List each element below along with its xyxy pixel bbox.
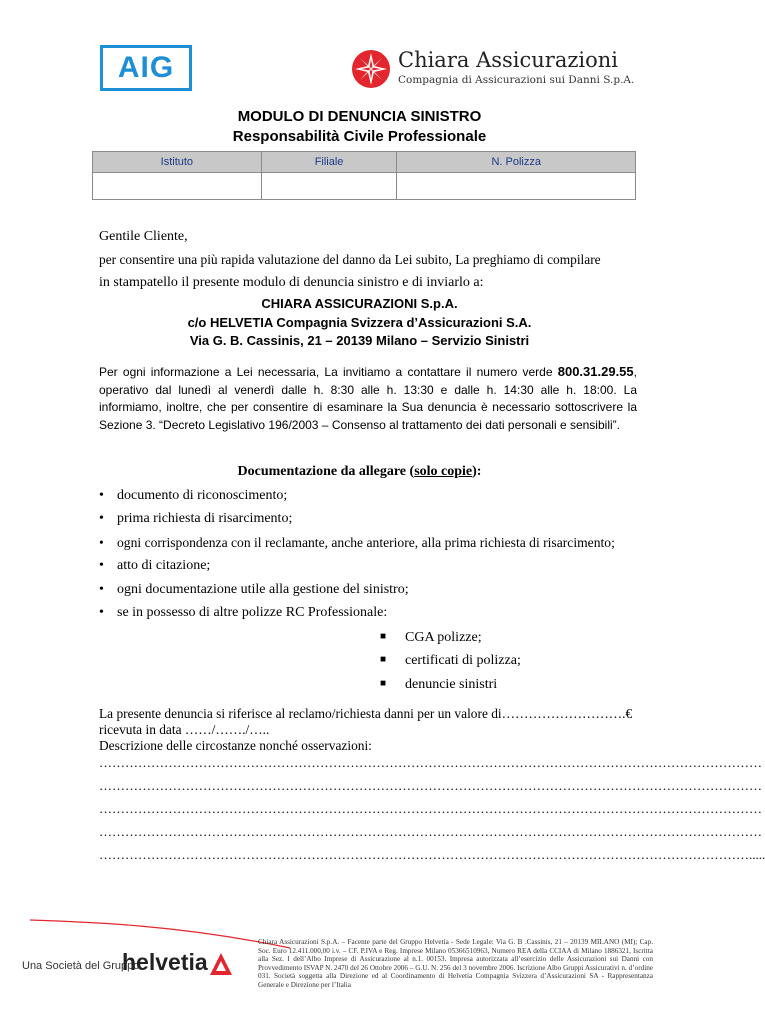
info-text-1: Per ogni informazione a Lei necessaria, La invitiamo a contattare il numero verde: [99, 365, 553, 379]
address-line-3: Via G. B. Cassinis, 21 – 20139 Milano – Servizio Sinistri: [189, 333, 530, 348]
helvetia-logo-text: helvetia: [122, 949, 208, 975]
bullet-icon: •: [99, 558, 104, 573]
list-item: [99, 535, 615, 551]
list-item: [99, 582, 409, 598]
description-line[interactable]: …………………………………………………………………………………………………………………………………….....: [99, 847, 765, 862]
chiara-logo-subtitle: Compagnia di Assicurazioni sui Danni S.p.A.: [398, 74, 635, 86]
description-line[interactable]: ………………………………………………………………………………………………………………………………………: [99, 801, 762, 816]
polizza-field[interactable]: [397, 173, 636, 200]
info-text-2: , operativo dal lunedì al venerdì dalle h. 8:30 alle h. 13:30 e dalle h. 14:30 alle h. 18:00. La informiamo, inoltre, che per consentire di esaminare la Sua denuncia è necessario sottoscrivere la Sezione 3. “Decreto Legislativo 196/2003 – Consenso al trattamento dei dati personali e sensibili”.: [99, 365, 637, 432]
aig-logo-text: AIG: [117, 51, 175, 84]
description-line[interactable]: ………………………………………………………………………………………………………………………………………: [99, 824, 762, 839]
sub-list-item: [380, 677, 497, 693]
address-line-2: c/o HELVETIA Compagnia Svizzera d’Assicurazioni S.A.: [187, 315, 532, 330]
group-label: Una Società del Gruppo: [22, 960, 140, 972]
square-bullet-icon: ■: [380, 678, 387, 689]
square-bullet-icon: ■: [380, 654, 387, 665]
istituto-field[interactable]: [93, 173, 262, 200]
list-item-text: ogni corrispondenza con il reclamante, anche anteriore, alla prima richiesta di risarcimento;: [117, 535, 615, 550]
list-item-text: prima richiesta di risarcimento;: [117, 511, 293, 526]
greeting: Gentile Cliente,: [99, 229, 188, 244]
claim-value-line[interactable]: La presente denuncia si riferisce al reclamo/richiesta danni per un valore di……………………….€: [99, 706, 633, 721]
list-item: [99, 558, 210, 574]
description-line[interactable]: ………………………………………………………………………………………………………………………………………: [99, 778, 762, 793]
bullet-icon: •: [99, 511, 104, 526]
policy-table-header-row: [93, 152, 636, 173]
chiara-logo-name: Chiara Assicurazioni: [398, 48, 619, 72]
header-polizza: N. Polizza: [397, 152, 636, 173]
aig-logo: [100, 45, 192, 91]
bullet-icon: •: [99, 605, 104, 620]
list-item-text: atto di citazione;: [117, 558, 211, 573]
sub-list-item: [380, 630, 482, 646]
intro-line-1: per consentire una più rapida valutazione del danno da Lei subito, La preghiamo di compilare: [99, 252, 601, 267]
policy-table-input-row: [93, 173, 636, 200]
helvetia-logo-icon: [209, 952, 233, 976]
page-title: MODULO DI DENUNCIA SINISTRO: [237, 108, 482, 125]
info-paragraph: [99, 363, 637, 434]
legal-notice: Chiara Assicurazioni S.p.A. – Facente parte del Gruppo Helvetia - Sede Legale: Via G. B .Cassinis, 21 – 20139 MILANO (MI); Cap. Soc. Euro 12.411.000,00 i.v. – CF. P.IVA e Reg. Imprese Milano 05366510963, Numero REA della CCIAA di Milano 1886321, Iscritta alla Sez. I dell’Albo Imprese di Assicurazione al n.1. 00153. Impresa autorizzata all’esercizio delle Assicurazioni sui Danni con Provvedimento ISVAP N. 2470 del 26 Ottobre 2006 – G.U. N. 256 del 3 novembre 2006. Iscrizione Albo Gruppi Assicurativi n. d’ordine 031. Società soggetta alla Direzione ed al Coordinamento di Helvetia Compagnia Svizzera d’Assicurazioni SA - Rappresentanza Generale e Direzione per l’Italia: [258, 938, 653, 989]
documentation-title: [0, 464, 719, 480]
list-item: [99, 605, 387, 621]
phone-number: 800.31.29.55: [557, 364, 634, 379]
filiale-field[interactable]: [261, 173, 397, 200]
bullet-icon: •: [99, 582, 104, 597]
description-line[interactable]: ………………………………………………………………………………………………………………………………………: [99, 755, 762, 770]
documentation-title-start: Documentazione da allegare (: [237, 464, 415, 479]
bullet-icon: •: [99, 488, 104, 503]
intro-line-2: in stampatello il presente modulo di denuncia sinistro e di inviarlo a:: [99, 275, 484, 290]
bullet-icon: •: [99, 535, 104, 550]
list-item-text: ogni documentazione utile alla gestione del sinistro;: [117, 582, 409, 597]
sub-list-item: [380, 653, 521, 669]
claim-date-line[interactable]: ricevuta in data ……/……./…..: [99, 722, 270, 737]
header-filiale: Filiale: [261, 152, 397, 173]
list-item: [99, 511, 292, 527]
sub-list-item-text: CGA polizze;: [405, 630, 482, 645]
compass-star-icon: [352, 50, 390, 88]
sub-list-item-text: certificati di polizza;: [405, 653, 521, 668]
documentation-title-underlined: solo copie: [414, 464, 473, 479]
list-item: [99, 488, 287, 504]
header-istituto: Istituto: [93, 152, 262, 173]
description-label: Descrizione delle circostanze nonché osservazioni:: [99, 738, 372, 753]
chiara-logo: [352, 48, 635, 92]
square-bullet-icon: ■: [380, 631, 387, 642]
policy-table: [92, 151, 636, 200]
documentation-title-end: ):: [472, 464, 482, 479]
list-item-text: documento di riconoscimento;: [117, 488, 288, 503]
page-subtitle: Responsabilità Civile Professionale: [232, 128, 487, 145]
sub-list-item-text: denuncie sinistri: [405, 677, 498, 692]
footer-swoosh-line: [30, 920, 290, 950]
list-item-text: se in possesso di altre polizze RC Professionale:: [117, 605, 388, 620]
address-line-1: CHIARA ASSICURAZIONI S.p.A.: [261, 296, 458, 311]
